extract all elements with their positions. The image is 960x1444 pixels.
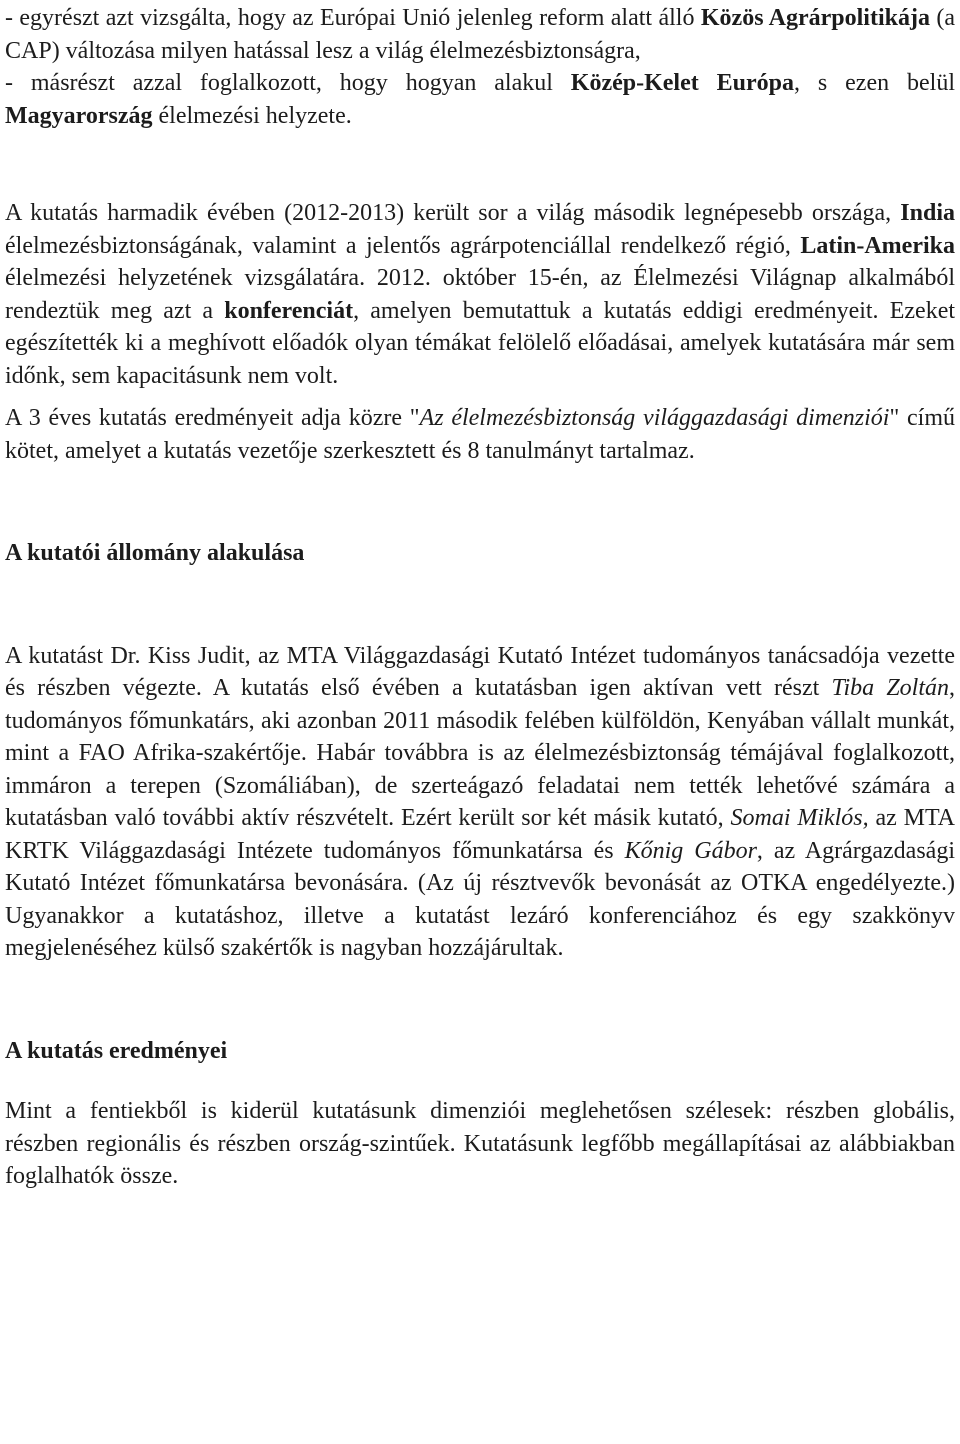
text-run: , s ezen belül xyxy=(794,70,955,96)
text-run: A kutatást Dr. Kiss Judit, az MTA Világgazdasági Kutató Intézet tudományos tanácsadója vezette és részben végezte. A kutatás első évében a kutatásban igen aktívan vett részt xyxy=(5,642,955,701)
paragraph-results: Mint a fentiekből is kiderül kutatásunk dimenziói meglehetősen szélesek: részben globális, részben regionális és részben ország-szintűek. Kutatásunk legfőbb megállapításai az alábbiakban foglalhatók össze. xyxy=(5,1098,955,1189)
text-run: A kutatás harmadik évében (2012-2013) került sor a világ második legnépesebb országa, xyxy=(5,200,901,226)
bold-term: Közép-Kelet Európa xyxy=(570,70,794,96)
text-run: , az Agrárgazdasági Kutató Intézet főmunkatársa bevonására. (Az új résztvevők bevonását az OTKA engedélyezte.) Ugyanakkor a kutatáshoz, illetve a kutatást lezáró konferenciához és egy szakkönyv megjelenéséhez külső szakértők is nagyban hozzájárultak. xyxy=(5,837,955,961)
bold-term: Közös Agrárpolitikája xyxy=(700,5,930,31)
text-run: élelmezési helyzete. xyxy=(152,102,352,129)
person-name: Somai Miklós, xyxy=(730,805,869,831)
paragraph-book xyxy=(5,402,955,467)
text-run: élelmezési helyzetének vizsgálatára. 2012. október 15-én, az Élelmezési Világnap alkalmából rendeztük meg azt a xyxy=(5,265,955,324)
list-item-cee xyxy=(5,67,955,132)
text-run: " című kötet, amelyet a kutatás vezetője szerkesztett és 8 tanulmányt tartalmaz. xyxy=(5,405,955,464)
bold-term: Latin-Amerika xyxy=(800,232,955,259)
paragraph-staff xyxy=(5,640,955,965)
text-run: élelmezésbiztonságának, valamint a jelentős agrárpotenciállal rendelkező régió, xyxy=(5,232,801,259)
paragraph-third-year xyxy=(5,197,955,392)
bold-term: konferenciát xyxy=(224,297,354,324)
text-run: A 3 éves kutatás eredményeit adja közre " xyxy=(5,405,420,431)
bold-term: India xyxy=(900,200,955,226)
section-heading-staff: A kutatói állomány alakulása xyxy=(5,540,305,566)
text-run: (a CAP) változása milyen hatással lesz a világ élelmezésbiztonságra, xyxy=(5,5,955,64)
bold-term: Magyarország xyxy=(5,102,153,129)
person-name: Tiba Zoltán xyxy=(831,675,950,701)
list-item-cap xyxy=(5,2,955,67)
text-run: , tudományos főmunkatárs, aki azonban 2011 második felében külföldön, Kenyában vállalt munkát, mint a FAO Afrika-szakértője. Habár továbbra is az élelmezésbiztonság témájával foglalkozott, immáron a terepen (Szomáliában), de szerteágazó feladatai nem tették lehetővé számára a kutatásban való további aktív részvételt. Ezért került sor két másik kutató, xyxy=(5,675,956,831)
person-name: Kőnig Gábor xyxy=(624,837,757,864)
text-run: - másrészt azzal foglalkozott, hogy hogyan alakul xyxy=(5,70,571,96)
text-run: , amelyen bemutattuk a kutatás eddigi eredményeit. Ezeket egészítették ki a meghívott előadók olyan témákat felölelő előadásai, amelyek kutatására már sem időnk, sem kapacitásunk nem volt. xyxy=(5,297,956,389)
section-heading-results: A kutatás eredményei xyxy=(5,1037,228,1064)
book-title: Az élelmezésbiztonság világgazdasági dimenziói xyxy=(419,405,890,431)
text-run: az MTA KRTK Világgazdasági Intézete tudományos főmunkatársa és xyxy=(5,805,956,864)
text-run: - egyrészt azt vizsgálta, hogy az Európai Unió jelenleg reform alatt álló xyxy=(5,5,701,31)
